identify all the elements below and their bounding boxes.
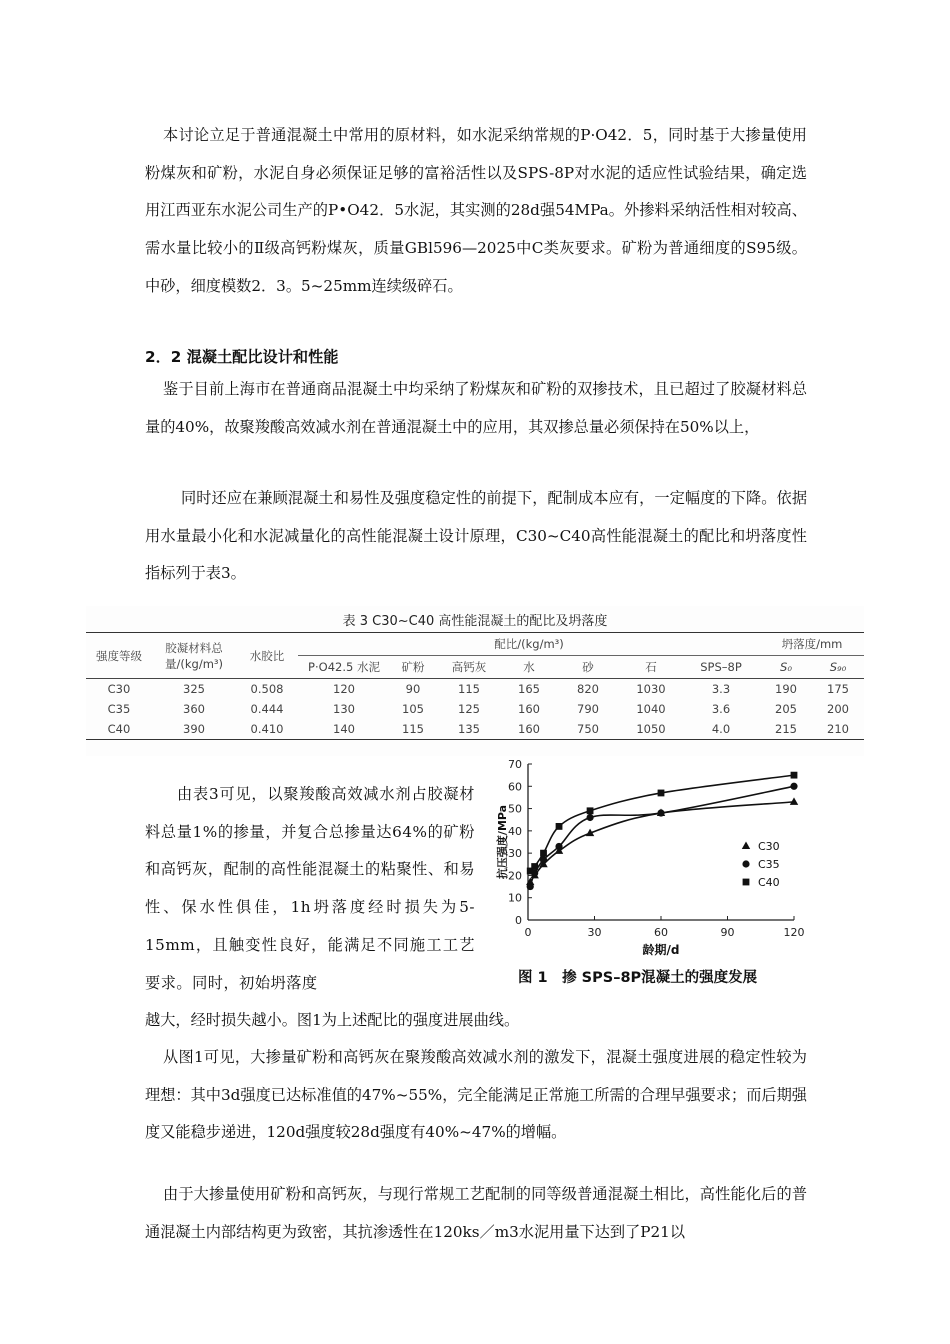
table-cell: 360	[183, 702, 205, 716]
section-heading: 2．2 混凝土配比设计和性能	[145, 348, 339, 366]
table-cell: 0.410	[250, 722, 284, 736]
x-tick-label: 60	[654, 926, 668, 939]
data-point-c40	[540, 850, 547, 857]
table-cell: C40	[107, 722, 131, 736]
table-cell: 90	[405, 682, 421, 696]
legend-marker-c40	[743, 879, 750, 886]
table-title: 表 3 C30~C40 高性能混凝土的配比及坍落度	[342, 614, 608, 629]
paragraph-double-admixture: 鉴于目前上海市在普通商品混凝土中均采纳了粉煤灰和矿粉的双掺技术，且已超过了胶凝材料总量的40%，故聚羧酸高效减水剂在普通混凝土中的应用，其双掺总量必须保持在50%以上，	[145, 380, 807, 436]
table-cell: 3.6	[711, 702, 731, 716]
table-cell: C30	[107, 682, 131, 696]
table-cell: 750	[577, 722, 599, 736]
table-cell: 140	[333, 722, 355, 736]
table-cell: C35	[107, 702, 131, 716]
table-row	[86, 719, 864, 740]
y-tick-label: 0	[515, 914, 522, 927]
table-cell: 325	[183, 682, 205, 696]
table-row	[86, 699, 864, 719]
x-tick-label: 120	[783, 926, 805, 939]
table-cell: 160	[518, 702, 540, 716]
data-point-c40	[556, 823, 563, 830]
legend-label-c30: C30	[758, 840, 780, 853]
table-cell: 3.3	[711, 682, 731, 696]
chart-svg	[492, 758, 812, 968]
table-cell: 1050	[636, 722, 666, 736]
header-water-binder: 水胶比	[236, 633, 298, 679]
y-tick-label: 10	[508, 891, 522, 905]
table-cell: 210	[827, 722, 849, 736]
data-point-c35	[657, 809, 664, 816]
strength-chart	[492, 758, 812, 998]
legend-label-c35: C35	[758, 858, 780, 871]
header-s0: S₀	[780, 660, 792, 674]
x-tick-label: 0	[524, 926, 532, 939]
table-cell: 105	[402, 702, 424, 716]
paragraph-materials: 本讨论立足于普通混凝土中常用的原材料，如水泥采纳常规的P·O42．5，同时基于大掺量使用粉煤灰和矿粉，水泥自身必须保证足够的富裕活性以及SPS-8P对水泥的适应性试验结果，确定选用江西亚东水泥公司生产的P•O42．5水泥，其实测的28d强54MPa。外掺料采纳活性相对较高、需水量比较小的Ⅱ级高钙粉煤灰，质量GBl596—2025中C类灰要求。矿粉为普通细度的S95级。中砂，细度模数2．3。5~25mm连续级碎石。	[145, 126, 807, 295]
table-cell: 390	[183, 722, 205, 736]
table-cell: 130	[333, 702, 355, 716]
y-tick-label: 40	[508, 824, 522, 838]
table-cell: 0.444	[250, 702, 284, 716]
data-point-c40	[531, 863, 538, 870]
y-axis-label: 抗压强度/MPa	[496, 804, 509, 880]
header-s90: S₉₀	[829, 660, 847, 674]
data-point-c35	[790, 783, 797, 790]
y-tick-label: 30	[508, 847, 522, 861]
header-grade: 强度等级	[86, 633, 152, 679]
header-flyash: 高钙灰	[451, 660, 487, 674]
header-water: 水	[523, 660, 535, 674]
table-cell: 115	[402, 722, 424, 736]
header-slump: 坍落度/mm	[760, 633, 864, 656]
series-line-c35	[530, 786, 794, 886]
table-cell: 160	[518, 722, 540, 736]
mix-table-figure	[86, 606, 864, 756]
data-point-c40	[587, 807, 594, 814]
table-cell: 135	[458, 722, 480, 736]
table-cell: 190	[775, 682, 797, 696]
table-row	[86, 679, 864, 700]
data-point-c35	[586, 814, 593, 821]
legend-marker-c35	[742, 860, 749, 867]
y-tick-label: 20	[508, 869, 522, 883]
mix-proportion-table	[86, 632, 864, 740]
table-cell: 4.0	[711, 722, 731, 736]
table-cell: 1030	[636, 682, 666, 696]
table-cell: 165	[518, 682, 540, 696]
table-cell: 125	[458, 702, 480, 716]
header-sps8p: SPS–8P	[700, 660, 742, 674]
paragraph-strength-development: 从图1可见，大掺量矿粉和高钙灰在聚羧酸高效减水剂的激发下，混凝土强度进展的稳定性较为理想：其中3d强度已达标准值的47%~55%，完全能满足正常施工所需的合理早强要求；而后期强度又能稳步递进，120d强度较28d强度有40%~47%的增幅。	[145, 1048, 807, 1142]
legend-marker-c30	[742, 842, 750, 850]
table-cell: 215	[775, 722, 797, 736]
x-axis-label: 龄期/d	[642, 943, 680, 957]
table-cell: 820	[577, 682, 599, 696]
x-tick-label: 30	[587, 926, 602, 939]
header-slag: 矿粉	[401, 660, 425, 674]
table-cell: 115	[458, 682, 480, 696]
table-cell: 790	[577, 702, 599, 716]
paragraph-table-analysis-end: 越大，经时损失越小。图1为上述配比的强度进展曲线。	[145, 1011, 520, 1029]
x-tick-label: 90	[720, 926, 735, 939]
series-line-c40	[530, 775, 794, 871]
data-point-c30	[790, 797, 798, 805]
header-binder-total: 胶凝材料总量/(kg/m³)	[152, 633, 236, 679]
header-mix: 配比/(kg/m³)	[298, 633, 760, 656]
paragraph-impermeability: 由于大掺量使用矿粉和高钙灰，与现行常规工艺配制的同等级普通混凝土相比，高性能化后的普通混凝土内部结构更为致密，其抗渗透性在120ks／m3水泥用量下达到了P21以	[145, 1185, 807, 1241]
table-cell: 1040	[636, 702, 666, 716]
paragraph-mix-design: 同时还应在兼顾混凝土和易性及强度稳定性的前提下，配制成本应有，一定幅度的下降。依据用水量最小化和水泥减量化的高性能混凝土设计原理，C30~C40高性能混凝土的配比和坍落度性指标列于表3。	[145, 489, 807, 583]
data-point-c40	[791, 772, 798, 779]
header-sand: 砂	[582, 660, 594, 674]
table-cell: 175	[827, 682, 849, 696]
header-cement: P·O42.5 水泥	[308, 660, 380, 674]
header-stone: 石	[645, 660, 657, 674]
data-point-c35	[555, 843, 562, 850]
table-cell: 205	[775, 702, 797, 716]
y-tick-label: 70	[508, 758, 522, 771]
table-cell: 0.508	[250, 682, 284, 696]
paragraph-table-analysis: 由表3可见，以聚羧酸高效减水剂占胶凝材料总量1%的掺量，并复合总掺量达64%的矿粉和高钙灰，配制的高性能混凝土的粘聚性、和易性、保水性俱佳，1h坍落度经时损失为5-15mm，且触变性良好，能满足不同施工工艺要求。同时，初始坍落度	[145, 785, 475, 992]
figure-caption: 图 1 掺 SPS–8P混凝土的强度发展	[518, 970, 758, 986]
legend-label-c40: C40	[758, 876, 780, 889]
y-tick-label: 50	[508, 802, 522, 816]
data-point-c35	[527, 883, 534, 890]
data-point-c40	[658, 790, 665, 797]
table-cell: 120	[333, 682, 355, 696]
table-cell: 200	[827, 702, 849, 716]
y-tick-label: 60	[508, 780, 522, 794]
